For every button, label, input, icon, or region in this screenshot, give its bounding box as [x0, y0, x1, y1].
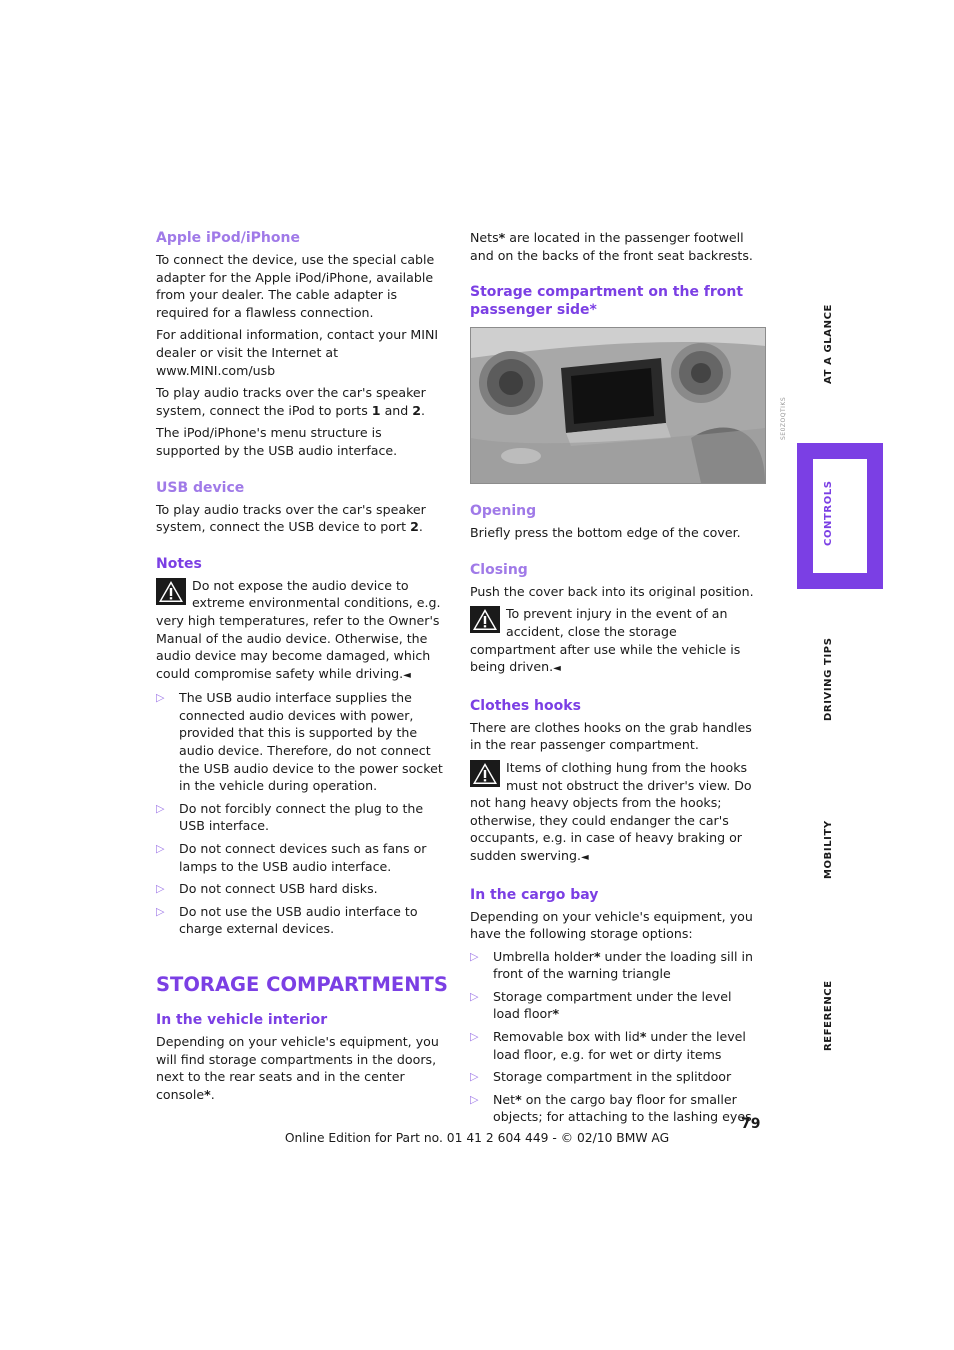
triangle-bullet-icon: ▷ — [470, 1092, 479, 1106]
storage-heading: STORAGE COMPARTMENTS — [156, 973, 448, 996]
cargo-list — [470, 948, 762, 1126]
list-item: ▷ Removable box with lid* under the level load floor, e.g. for wet or dirty items — [470, 1029, 746, 1062]
triangle-bullet-icon: ▷ — [470, 1030, 479, 1044]
list-item: ▷ Do not use the USB audio interface to charge external devices. — [156, 903, 418, 937]
triangle-bullet-icon: ▷ — [156, 904, 165, 918]
notes-warning: Do not expose the audio device to extreme environmental conditions, e.g. very high temperatures, refer to the Owner's Manual of the audio device. Otherwise, the audio device may become damaged, which could compromise safety while driving.◄ — [156, 577, 441, 681]
triangle-bullet-icon: ▷ — [156, 842, 165, 856]
notes-list — [156, 689, 448, 938]
page-number: 79 — [741, 1116, 761, 1132]
cargo-bay-paragraph: Depending on your vehicle's equipment, you have the following storage options: — [470, 908, 753, 942]
ipod-paragraph-1: To connect the device, use the special cable adapter for the Apple iPod/iPhone, available from your dealer. The cable adapter is required for a flawless connection. — [156, 252, 435, 320]
closing-warning: To prevent injury in the event of an accident, close the storage compartment after use while the vehicle is being driven.◄ — [470, 606, 741, 675]
cargo-bay-heading: In the cargo bay — [470, 886, 599, 903]
ipod-paragraph-2: For additional information, contact your MINI dealer or visit the Internet at www.MINI.com/usb — [156, 327, 439, 378]
end-mark-icon: ◄ — [580, 851, 589, 863]
warning-icon — [156, 578, 186, 605]
triangle-bullet-icon: ▷ — [470, 1070, 479, 1084]
clothes-hooks-heading: Clothes hooks — [470, 697, 581, 714]
end-mark-icon: ◄ — [553, 663, 561, 675]
triangle-bullet-icon: ▷ — [470, 989, 479, 1003]
opening-heading: Opening — [470, 503, 537, 520]
closing-heading: Closing — [470, 561, 528, 578]
notes-heading: Notes — [156, 555, 202, 572]
ipod-paragraph-3: To play audio tracks over the car's speaker system, connect the iPod to ports 1 and 2. — [156, 385, 426, 418]
list-item: ▷ Net* on the cargo bay floor for smaller objects; for attaching to the lashing eyes — [470, 1091, 752, 1125]
warning-icon — [470, 760, 500, 787]
clothes-hooks-warning: Items of clothing hung from the hooks must not obstruct the driver's view. Do not hang heavy objects from the hooks; otherwise, they could endanger the car's occupants, e.g. in case of heavy braking or sudden swerving.◄ — [470, 759, 752, 863]
triangle-bullet-icon: ▷ — [156, 691, 165, 705]
ipod-paragraph-4: The iPod/iPhone's menu structure is supported by the USB audio interface. — [156, 425, 398, 458]
clothes-hooks-paragraph: There are clothes hooks on the grab handles in the rear passenger compartment. — [470, 719, 752, 753]
warning-icon — [470, 606, 500, 633]
triangle-bullet-icon: ▷ — [156, 801, 165, 815]
list-item: ▷ The USB audio interface supplies the connected audio devices with power, provided that this is supported by the audio device. Therefore, do not connect the USB audio device to the power socket in the vehicle during operation. — [156, 690, 443, 794]
list-item: ▷ Do not connect devices such as fans or lamps to the USB audio interface. — [156, 841, 427, 874]
interior-heading: In the vehicle interior — [156, 1012, 328, 1028]
ipod-heading: Apple iPod/iPhone — [156, 230, 300, 246]
footer: Online Edition for Part no. 01 41 2 604 449 - © 02/10 BMW AG — [284, 1131, 670, 1145]
storage-compartment-photo — [470, 327, 766, 484]
list-item: ▷ Storage compartment in the splitdoor — [470, 1069, 732, 1085]
opening-paragraph: Briefly press the bottom edge of the cover. — [470, 525, 741, 541]
triangle-bullet-icon: ▷ — [470, 949, 479, 963]
list-item: ▷ Storage compartment under the level load floor* — [470, 988, 732, 1022]
usb-heading: USB device — [156, 479, 245, 496]
dashboard-illustration — [471, 328, 765, 483]
usb-paragraph: To play audio tracks over the car's speaker system, connect the USB device to port 2. — [156, 501, 426, 535]
list-item: ▷ Umbrella holder* under the loading sill in front of the warning triangle — [470, 948, 754, 982]
triangle-bullet-icon: ▷ — [156, 882, 165, 896]
photo-code: SE0ZOQTIKS — [780, 396, 787, 440]
nets-paragraph: Nets* are located in the passenger footwell and on the backs of the front seat backrests. — [470, 230, 753, 263]
left-column — [156, 229, 448, 1108]
list-item: ▷ Do not connect USB hard disks. — [156, 881, 378, 897]
end-mark-icon: ◄ — [403, 669, 411, 681]
interior-paragraph: Depending on your vehicle's equipment, you will find storage compartments in the doors, next to the rear seats and in the center console*. — [156, 1034, 439, 1102]
closing-paragraph: Push the cover back into its original position. — [470, 583, 754, 599]
front-storage-heading: Storage compartment on the front passenger side* — [470, 284, 744, 319]
list-item: ▷ Do not forcibly connect the plug to the USB interface. — [156, 800, 424, 834]
right-column — [470, 229, 762, 1131]
